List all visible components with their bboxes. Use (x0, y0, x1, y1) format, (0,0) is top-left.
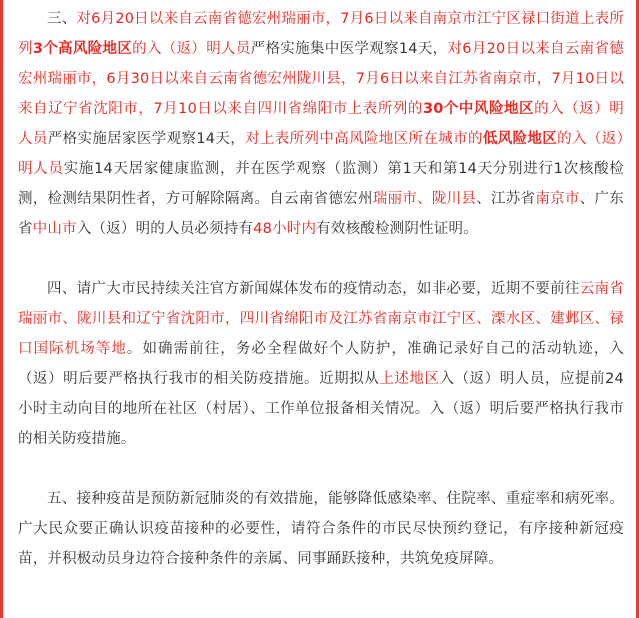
text-segment: 的入（返）明人员 (132, 41, 251, 57)
text-segment: 低风险地区 (482, 131, 558, 147)
text-segment: 有效核酸检测阴性证明。 (316, 221, 478, 237)
paragraph-item-5 (18, 484, 624, 574)
text-segment: 对6月20日以来自云南省德宏州瑞丽市，6月30日以来自云南省德宏州陇川县，7月6日以来自江苏省南京市，7月10日以来自辽宁省沈阳市，7月10日以来自四川省绵阳市上表所列的 (18, 41, 624, 117)
text-segment: 严格实施集中医学观察14天， (250, 41, 448, 57)
text-segment: 云南省瑞丽市、陇川县和辽宁省沈阳市，四川省绵阳市及江苏省南京市江宁区、溧水区、建邺区、禄口国际机场等地 (18, 281, 624, 357)
text-segment: 、江苏省 (476, 191, 536, 207)
text-segment: 入（返）明的人员必须持有 (76, 221, 254, 237)
text-segment: 严格实施居家医学观察14天， (47, 131, 246, 147)
text-segment: 、广东省 (18, 191, 624, 237)
paragraph-item-4 (18, 274, 624, 454)
text-segment: 48小时内 (253, 221, 317, 237)
text-segment: 对上表所列中高风险地区所在城市的 (245, 131, 483, 147)
text-segment: 实施14天居家健康监测，并在医学观察（监测）第1天和第14天分别进行1次核酸检测，检测结果阴性者，方可解除隔离。自云南省德宏州 (18, 161, 624, 207)
text-segment: 的入（返）明人员 (18, 101, 624, 147)
paragraph-item-3 (18, 4, 624, 244)
paragraph-gap (18, 454, 624, 484)
text-segment: 南京市 (535, 191, 580, 207)
text-segment: 入（返）明人员，应提前24小时主动向目的地所在社区（村居）、工作单位报备相关情况。入（返）明后要严格执行我市的相关防疫措施。 (18, 371, 624, 447)
text-segment: 三、 (47, 11, 77, 27)
text-segment: 四、请广大市民持续关注官方新闻媒体发布的疫情动态，如非必要，近期不要前往 (47, 281, 580, 297)
text-segment: 3个高风险地区 (32, 41, 133, 57)
text-segment: 中山市 (32, 221, 77, 237)
text-segment: 30个中风险地区 (422, 101, 535, 117)
paragraph-gap (18, 244, 624, 274)
article-body (18, 4, 624, 574)
text-segment: 对6月20日以来自云南省德宏州瑞丽市，7月6日以来自南京市江宁区禄口街道上表所列 (18, 11, 624, 57)
text-segment: 。如确需前往，务必全程做好个人防护，准确记录好自己的活动轨迹，入（返）明后要严格执行我市的相关防疫措施。近期拟从 (18, 341, 624, 387)
text-segment: 五、接种疫苗是预防新冠肺炎的有效措施，能够降低感染率、住院率、重症率和病死率。广大民众要正确认识疫苗接种的必要性，请符合条件的市民尽快预约登记，有序接种新冠疫苗，并积极动员身边符合接种条件的亲属、同事踊跃接种，共筑免疫屏障。 (18, 491, 624, 567)
text-segment: 上述地区 (379, 371, 440, 387)
text-segment: 瑞丽市、陇川县 (372, 191, 477, 207)
text-segment: 的入（返）明人员 (18, 131, 625, 177)
